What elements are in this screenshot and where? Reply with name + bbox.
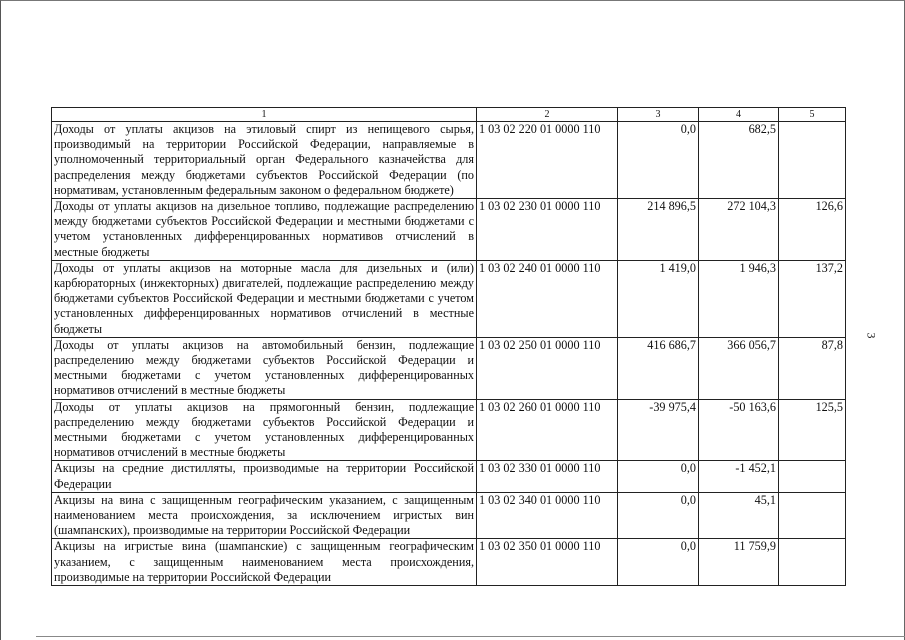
value-col3-cell: 214 896,5 (618, 199, 699, 261)
value-col5-cell: 125,5 (779, 399, 846, 461)
table-row (52, 122, 846, 199)
page-number: 3 (864, 332, 879, 339)
value-col4-cell: 45,1 (699, 492, 779, 539)
value-col4-cell: 682,5 (699, 122, 779, 199)
value-col5-cell (779, 539, 846, 586)
table-row (52, 337, 846, 399)
table-row (52, 492, 846, 539)
value-col5-cell: 126,6 (779, 199, 846, 261)
revenue-name-cell: Доходы от уплаты акцизов на этиловый спирт из непищевого сырья, производимый на территории Российской Федерации, направляемые в уполномоченный территориальный орган Федерального казначейства для распределения между бюджетами субъектов Российской Федерации (по нормативам, установленным федеральным законом о федеральном бюджете) (52, 122, 477, 199)
column-header-2: 2 (477, 108, 618, 122)
value-col5-cell (779, 122, 846, 199)
revenue-name-cell: Акцизы на вина с защищенным географическим указанием, с защищенным наименованием места происхождения, за исключением игристых вин (шампанских), производимые на территории Российской Федерации (52, 492, 477, 539)
column-header-1: 1 (52, 108, 477, 122)
table-row (52, 199, 846, 261)
revenue-name-cell: Доходы от уплаты акцизов на автомобильный бензин, подлежащие распределению между бюджетами субъектов Российской Федерации и местными бюджетами с учетом установленных дифференцированных нормативов отчислений в местные бюджеты (52, 337, 477, 399)
table-row (52, 461, 846, 492)
revenue-name-cell: Акцизы на игристые вина (шампанские) с защищенным географическим указанием, с защищенным наименованием места происхождения, производимые на территории Российской Федерации (52, 539, 477, 586)
column-header-3: 3 (618, 108, 699, 122)
value-col3-cell: 0,0 (618, 539, 699, 586)
value-col4-cell: 272 104,3 (699, 199, 779, 261)
value-col4-cell: -50 163,6 (699, 399, 779, 461)
value-col3-cell: -39 975,4 (618, 399, 699, 461)
revenue-name-cell: Доходы от уплаты акцизов на прямогонный бензин, подлежащие распределению между бюджетами субъектов Российской Федерации и местными бюджетами с учетом установленных дифференцированных нормативов отчислений в местные бюджеты (52, 399, 477, 461)
budget-code-cell: 1 03 02 340 01 0000 110 (477, 492, 618, 539)
budget-code-cell: 1 03 02 240 01 0000 110 (477, 260, 618, 337)
revenue-name-cell: Акцизы на средние дистилляты, производимые на территории Российской Федерации (52, 461, 477, 492)
value-col3-cell: 1 419,0 (618, 260, 699, 337)
table-row (52, 260, 846, 337)
value-col5-cell: 87,8 (779, 337, 846, 399)
value-col4-cell: 366 056,7 (699, 337, 779, 399)
budget-code-cell: 1 03 02 260 01 0000 110 (477, 399, 618, 461)
value-col3-cell: 0,0 (618, 492, 699, 539)
revenue-name-cell: Доходы от уплаты акцизов на моторные масла для дизельных и (или) карбюраторных (инжекторных) двигателей, подлежащие распределению между бюджетами субъектов Российской Федерации и местными бюджетами с учетом установленных дифференцированных нормативов отчислений в местные бюджеты (52, 260, 477, 337)
column-header-4: 4 (699, 108, 779, 122)
revenue-name-cell: Доходы от уплаты акцизов на дизельное топливо, подлежащие распределению между бюджетами субъектов Российской Федерации и местными бюджетами с учетом установленных дифференцированных нормативов отчислений в местные бюджеты (52, 199, 477, 261)
value-col4-cell: 11 759,9 (699, 539, 779, 586)
value-col3-cell: 416 686,7 (618, 337, 699, 399)
column-header-5: 5 (779, 108, 846, 122)
table-row (52, 399, 846, 461)
value-col4-cell: 1 946,3 (699, 260, 779, 337)
value-col3-cell: 0,0 (618, 461, 699, 492)
value-col5-cell (779, 492, 846, 539)
revenue-table (51, 107, 846, 586)
budget-code-cell: 1 03 02 230 01 0000 110 (477, 199, 618, 261)
budget-code-cell: 1 03 02 350 01 0000 110 (477, 539, 618, 586)
scan-bottom-edge (36, 636, 905, 637)
budget-code-cell: 1 03 02 250 01 0000 110 (477, 337, 618, 399)
table-header-row (52, 108, 846, 122)
value-col5-cell: 137,2 (779, 260, 846, 337)
budget-code-cell: 1 03 02 330 01 0000 110 (477, 461, 618, 492)
value-col5-cell (779, 461, 846, 492)
value-col4-cell: -1 452,1 (699, 461, 779, 492)
table-row (52, 539, 846, 586)
budget-code-cell: 1 03 02 220 01 0000 110 (477, 122, 618, 199)
value-col3-cell: 0,0 (618, 122, 699, 199)
